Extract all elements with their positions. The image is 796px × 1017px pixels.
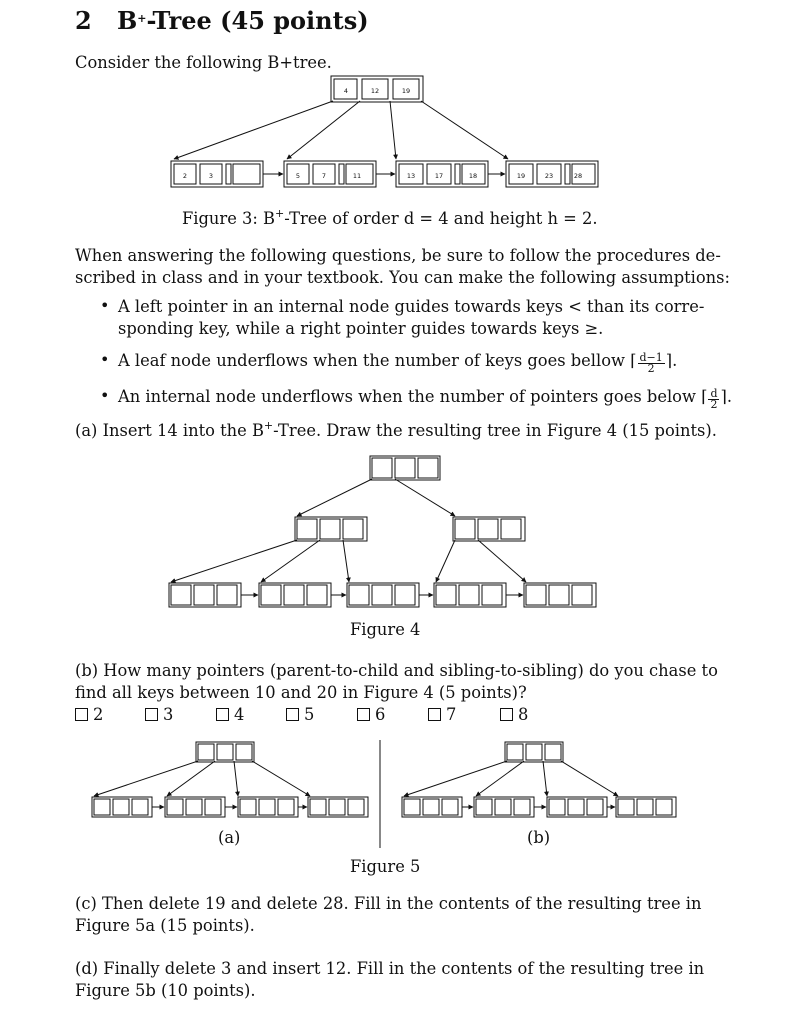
bullet-2-dot: • (100, 350, 110, 369)
option-5[interactable] (286, 704, 314, 726)
figure3-caption-sup: + (275, 207, 285, 220)
figure4-internal-left (295, 517, 367, 541)
fig3-leaf2-key-2: 7 (321, 172, 327, 180)
question-a-post: -Tree. Draw the resulting tree in Figure 4 (15 points). (273, 421, 717, 440)
fig3-leaf3-key-1: 13 (406, 172, 416, 180)
bullet-3-fraction (708, 389, 719, 410)
fig3-root-key-3: 19 (401, 87, 411, 95)
question-d-line-2: Figure 5b (10 points). (75, 981, 256, 1000)
figure3-caption (182, 203, 598, 230)
figure4-tree (169, 456, 596, 607)
fig3-leaf1-key-1: 2 (182, 172, 188, 180)
option-4-label: 4 (234, 705, 245, 724)
option-2-label: 2 (93, 705, 104, 724)
fig3-leaf4-key-2: 23 (544, 172, 554, 180)
section-number: 2 (75, 6, 92, 35)
instructions-line-2: scribed in class and in your textbook. You can make the following assumptions: (75, 268, 731, 287)
figure5b-leaf-1 (402, 797, 462, 817)
option-7-checkbox[interactable] (428, 708, 441, 721)
figure5a-root-node (196, 742, 254, 762)
figure5b-root-node (505, 742, 563, 762)
question-b-line-1: (b) How many pointers (parent-to-child and sibling-to-sibling) do you chase to (75, 661, 718, 680)
question-a-sup: + (263, 419, 274, 432)
figure5a-label: (a) (218, 828, 241, 847)
figure3-caption-post: -Tree of order d = 4 and height h = 2. (284, 209, 598, 228)
option-4[interactable] (216, 704, 244, 726)
option-3-checkbox[interactable] (145, 708, 158, 721)
intro-text: Consider the following B+tree. (75, 53, 332, 72)
bullet-2-denominator: 2 (647, 362, 655, 375)
figure5b-label: (b) (527, 828, 551, 847)
option-2-checkbox[interactable] (75, 708, 88, 721)
section-title-sup: + (137, 12, 147, 25)
bullet-3-dot: • (100, 386, 110, 405)
fig3-leaf2-key-1: 5 (295, 172, 301, 180)
instructions-line-1: When answering the following questions, be sure to follow the procedures de- (75, 246, 721, 265)
fig3-leaf3-key-3: 18 (468, 172, 478, 180)
question-a (75, 415, 717, 442)
figure3-caption-pre: Figure 3: B (182, 209, 275, 228)
figure5a-tree (92, 742, 368, 817)
bullet-2-fraction (638, 353, 665, 374)
option-7[interactable] (428, 704, 456, 726)
option-6[interactable] (357, 704, 385, 726)
figure4-leaf-1 (169, 583, 241, 607)
figure4-internal-right (453, 517, 525, 541)
bullet-1-dot: • (100, 296, 110, 315)
figure5a-leaf-4 (308, 797, 368, 817)
fig3-leaf1-key-2: 3 (208, 172, 214, 180)
option-3-label: 3 (163, 705, 174, 724)
bullet-3-text: An internal node underflows when the number of pointers goes below ⌈ (118, 387, 708, 406)
option-2[interactable] (75, 704, 103, 726)
option-6-checkbox[interactable] (357, 708, 370, 721)
figure5a-leaf-3 (238, 797, 298, 817)
figure5b-tree (402, 742, 676, 817)
option-4-checkbox[interactable] (216, 708, 229, 721)
fig3-leaf4-key-3: 28 (573, 172, 583, 180)
fig3-leaf2-key-3: 11 (352, 172, 362, 180)
figure5b-leaf-2 (474, 797, 534, 817)
section-title-post: -Tree (45 points) (146, 6, 369, 35)
figure5a-leaf-1 (92, 797, 152, 817)
figure4-caption: Figure 4 (350, 620, 421, 639)
fig3-root-key-1: 4 (343, 87, 349, 95)
option-8-checkbox[interactable] (500, 708, 513, 721)
bullet-2 (118, 350, 677, 374)
option-5-label: 5 (304, 705, 315, 724)
option-3[interactable] (145, 704, 173, 726)
figure5b-leaf-4 (616, 797, 676, 817)
bullet-2-numerator: d−1 (639, 351, 663, 364)
question-b-line-2: find all keys between 10 and 20 in Figure 4 (5 points)? (75, 683, 527, 702)
bullet-1-line-1: A left pointer in an internal node guides towards keys < than its corre- (118, 297, 705, 316)
question-c-line-1: (c) Then delete 19 and delete 28. Fill in the contents of the resulting tree in (75, 894, 702, 913)
figure4-leaf-4 (434, 583, 506, 607)
option-5-checkbox[interactable] (286, 708, 299, 721)
fig3-leaf3-key-2: 17 (434, 172, 444, 180)
figure4-leaf-2 (259, 583, 331, 607)
bullet-2-end: ⌉. (665, 351, 678, 370)
bullet-3 (118, 386, 732, 410)
bullet-2-text: A leaf node underflows when the number of keys goes bellow ⌈ (118, 351, 637, 370)
option-7-label: 7 (446, 705, 457, 724)
section-title-pre: B (117, 6, 138, 35)
option-8[interactable] (500, 704, 528, 726)
fig3-leaf4-key-1: 19 (516, 172, 526, 180)
bullet-3-end: ⌉. (720, 387, 733, 406)
figure3-tree (171, 76, 598, 187)
bullet-3-numerator: d (710, 387, 718, 400)
option-6-label: 6 (375, 705, 386, 724)
figure4-root-node (370, 456, 440, 480)
question-c-line-2: Figure 5a (15 points). (75, 916, 255, 935)
option-8-label: 8 (518, 705, 529, 724)
figure5-caption: Figure 5 (350, 857, 421, 876)
figure4-leaf-3 (347, 583, 419, 607)
question-a-pre: (a) Insert 14 into the B (75, 421, 264, 440)
figure5a-leaf-2 (165, 797, 225, 817)
bullet-1-line-2: sponding key, while a right pointer guides towards keys ≥. (118, 319, 604, 338)
figure5b-leaf-3 (547, 797, 607, 817)
bullet-3-denominator: 2 (710, 398, 718, 411)
figure4-leaf-5 (524, 583, 596, 607)
fig3-root-key-2: 12 (370, 87, 380, 95)
question-d-line-1: (d) Finally delete 3 and insert 12. Fill in the contents of the resulting tree in (75, 959, 705, 978)
